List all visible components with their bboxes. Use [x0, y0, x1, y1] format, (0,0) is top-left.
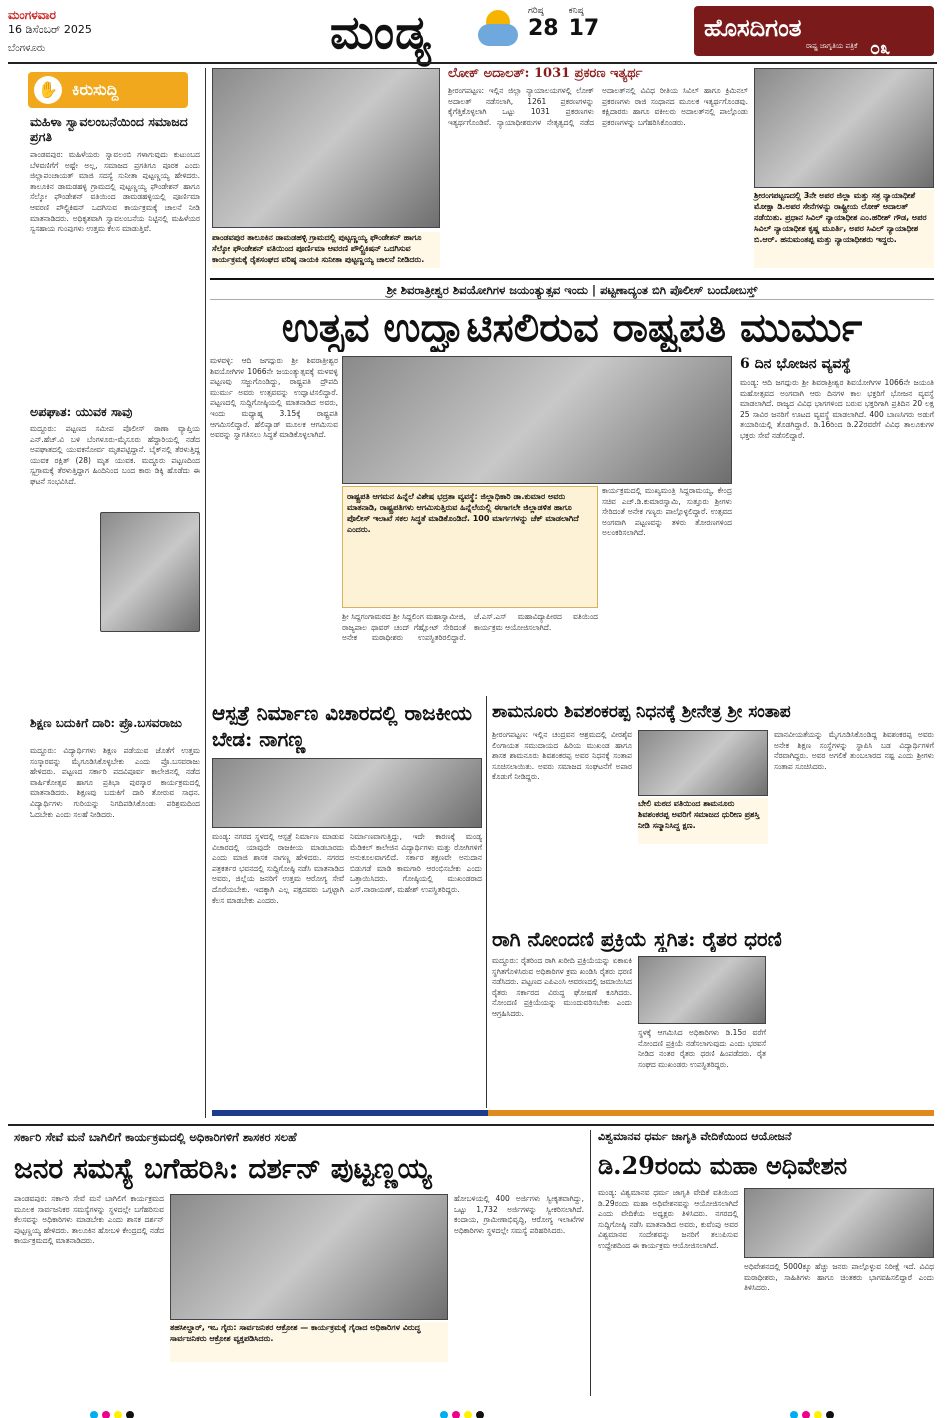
dateline	[8, 8, 208, 60]
day-label: ಮಂಗಳವಾರ	[8, 8, 57, 22]
security-box: ರಾಷ್ಟ್ರಪತಿ ಆಗಮನ ಹಿನ್ನೆಲೆ ವಿಶೇಷ ಭದ್ರತಾ ವ್ಯವಸ್ಥೆ: ಜಿಲ್ಲಾಧಿಕಾರಿ ಡಾ.ಕುಮಾರ ಅವರು ಮಾತನಾಡಿ, ರಾಷ್ಟ್ರಪತಿಗಳು ಆಗಮಿಸುತ್ತಿರುವ ಹಿನ್ನೆಲೆಯಲ್ಲಿ ಈಗಾಗಲೇ ಜಿಲ್ಲಾಡಳಿತ ಹಾಗೂ ಪೊಲೀಸ್ ಇಲಾಖೆ ಸಕಲ ಸಿದ್ಧತೆ ಮಾಡಿಕೊಂಡಿದೆ. 100 ಮಾರ್ಗಗಳನ್ನು ಚೆಕ್ ಮಾಡಲಾಗಿದೆ ಎಂದರು.	[342, 486, 598, 608]
ragi-text-c	[772, 956, 934, 1106]
vishwamanava-kicker: ವಿಶ್ವಮಾನವ ಧರ್ಮ ಜಾಗೃತಿ ವೇದಿಕೆಯಿಂದ ಆಯೋಜನೆ	[598, 1130, 792, 1143]
registration-dots-left	[90, 1404, 210, 1414]
bhojana-title: 6 ದಿನ ಭೋಜನ ವ್ಯವಸ್ಥೆ	[740, 356, 851, 372]
lead-headline: ಉತ್ಸವ ಉದ್ಘಾಟಿಸಲಿರುವ ರಾಷ್ಟ್ರಪತಿ ಮುರ್ಮು	[281, 304, 863, 351]
date-label: 16 ಡಿಸೆಂಬರ್ 2025	[8, 23, 92, 36]
shamanur-text-a: ಶ್ರೀರಂಗಪಟ್ಟಣ: ಇಲ್ಲಿನ ಚಂದ್ರವನ ಆಶ್ರಮದಲ್ಲಿ ವೀರಶೈವ ಲಿಂಗಾಯತ ಸಮುದಾಯದ ಹಿರಿಯ ಮುಖಂಡ ಹಾಗೂ ಶಾಸಕ ಶಾಮನೂರು ಶಿವಶಂಕರಪ್ಪ ಅವರ ನಿಧನಕ್ಕೆ ಸಂತಾಪ ಸೂಚಿಸಲಾಯಿತು. ಅವರು ಸಮಾಜದ ಸಂಘಟನೆಗೆ ಅಪಾರ ಕೊಡುಗೆ ನೀಡಿದ್ದರು.	[492, 730, 632, 782]
lok-adalat-title: ಲೋಕ್ ಅದಾಲತ್: 1031 ಪ್ರಕರಣ ಇತ್ಯರ್ಥ	[448, 66, 643, 81]
vishwamanava-text-a: ಮಂಡ್ಯ: ವಿಶ್ವಮಾನವ ಧರ್ಮ ಜಾಗೃತಿ ವೇದಿಕೆ ವತಿಯಿಂದ ಡಿ.29ರಂದು ಮಹಾ ಅಧಿವೇಶನವನ್ನು ಆಯೋಜಿಸಲಾಗಿದೆ ಎಂದು ವೇದಿಕೆಯ ಅಧ್ಯಕ್ಷರು ತಿಳಿಸಿದರು. ನಗರದಲ್ಲಿ ಸುದ್ದಿಗೋಷ್ಠಿ ನಡೆಸಿ ಮಾತನಾಡಿದ ಅವರು, ಕುವೆಂಪು ಅವರ ವಿಶ್ವಮಾನವ ಸಂದೇಶವನ್ನು ಜನರಿಗೆ ತಲುಪಿಸುವ ಉದ್ದೇಶದಿಂದ ಈ ಕಾರ್ಯಕ್ರಮ ಆಯೋಜಿಸಲಾಗಿದೆ.	[598, 1188, 738, 1250]
lead-text-a: ಮಳವಳ್ಳಿ: ಆದಿ ಜಗದ್ಗುರು ಶ್ರೀ ಶಿವರಾತ್ರೀಶ್ವರ ಶಿವಯೋಗಿಗಳ 1066ನೇ ಜಯಂತ್ಯುತ್ಸವಕ್ಕೆ ಮಳವಳ್ಳಿ ಪಟ್ಟಣವು ಸಜ್ಜುಗೊಂಡಿದ್ದು, ರಾಷ್ಟ್ರಪತಿ ದ್ರೌಪದಿ ಮುರ್ಮು ಅವರು ಉತ್ಸವವನ್ನು ಉದ್ಘಾಟಿಸಲಿದ್ದಾರೆ. ಪಟ್ಟಣದಲ್ಲಿ ಸುದ್ದಿಗೋಷ್ಠಿಯಲ್ಲಿ ಮಾತನಾಡಿದ ಅವರು, ಇಂದು ಮಧ್ಯಾಹ್ನ 3.15ಕ್ಕೆ ರಾಷ್ಟ್ರಪತಿ ಆಗಮಿಸಲಿದ್ದಾರೆ. ಹೆಲಿಪ್ಯಾಡ್ ಮೂಲಕ ಆಗಮಿಸುವ ಅವರನ್ನು ಸ್ವಾಗತಿಸಲು ಸಿದ್ಧತೆ ಮಾಡಿಕೊಳ್ಳಲಾಗಿದೆ.	[210, 356, 338, 440]
hand-icon: ✋	[34, 76, 62, 104]
story3-text: ಮದ್ದೂರು: ವಿದ್ಯಾರ್ಥಿಗಳು ಶಿಕ್ಷಣ ಪಡೆಯುವ ಜೊತೆಗೆ ಉತ್ತಮ ಸಂಸ್ಕಾರವನ್ನು ಮೈಗೂಡಿಸಿಕೊಳ್ಳಬೇಕು ಎಂದು ಪ್ರೊ.ಬಸವರಾಜು ಹೇಳಿದರು. ಪಟ್ಟಣದ ಸರ್ಕಾರಿ ಪದವಿಪೂರ್ವ ಕಾಲೇಜಿನಲ್ಲಿ ನಡೆದ ವಾರ್ಷಿಕೋತ್ಸವ ಹಾಗೂ ಪ್ರತಿಭಾ ಪುರಸ್ಕಾರ ಕಾರ್ಯಕ್ರಮದಲ್ಲಿ ಮಾತನಾಡಿದರು. ಶಿಕ್ಷಣವು ಬದುಕಿಗೆ ದಾರಿ ತೋರುವ ಸಾಧನ. ವಿದ್ಯಾರ್ಥಿಗಳು ಗುರಿಯನ್ನು ನಿಗದಿಪಡಿಸಿಕೊಂಡು ಪರಿಶ್ರಮದಿಂದ ಓದಬೇಕು ಎಂದು ಸಲಹೆ ನೀಡಿದರು.	[30, 746, 200, 819]
column-divider-2	[486, 696, 487, 1108]
lead-kicker: ಶ್ರೀ ಶಿವರಾತ್ರೀಶ್ವರ ಶಿವಯೋಗಿಗಳ ಜಯಂತ್ಯುತ್ಸವ ಇಂದು | ಪಟ್ಟಣಾದ್ಯಂತ ಬಿಗಿ ಪೊಲೀಸ್ ಬಂದೋಬಸ್ತ್	[210, 278, 934, 300]
brand-tagline: ರಾಷ್ಟ್ರ ಜಾಗೃತಿಯ ಪತ್ರಿಕೆ	[806, 42, 858, 50]
section-rule	[8, 1124, 934, 1126]
accident-victim-photo	[100, 512, 200, 632]
registration-dots-center	[440, 1404, 560, 1414]
darshan-text-a: ಪಾಂಡವಪುರ: ಸರ್ಕಾರಿ ಸೇವೆ ಮನೆ ಬಾಗಿಲಿಗೆ ಕಾರ್ಯಕ್ರಮದ ಮೂಲಕ ಸಾರ್ವಜನಿಕರ ಸಮಸ್ಯೆಗಳನ್ನು ಸ್ಥಳದಲ್ಲೇ ಬಗೆಹರಿಸುವ ಕೆಲಸವನ್ನು ಅಧಿಕಾರಿಗಳು ಮಾಡಬೇಕು ಎಂದು ಶಾಸಕ ದರ್ಶನ್ ಪುಟ್ಟಣ್ಣಯ್ಯ ಹೇಳಿದರು. ತಾಲೂಕಿನ ಹೋಬಳಿ ಕೇಂದ್ರದಲ್ಲಿ ನಡೆದ ಕಾರ್ಯಕ್ರಮದಲ್ಲಿ ಮಾತನಾಡಿದರು.	[14, 1194, 164, 1246]
page-number: ೦೩	[870, 38, 891, 59]
min-temp-value: 17	[568, 16, 600, 41]
court-photo	[754, 68, 934, 188]
darshan-text-b: ಹೋಬಳಿಯಲ್ಲಿ 400 ಅರ್ಜಿಗಳು ಸ್ವೀಕೃತವಾಗಿದ್ದು, ಒಟ್ಟು 1,732 ಅರ್ಜಿಗಳನ್ನು ಸ್ವೀಕರಿಸಲಾಗಿದೆ. ಕಂದಾಯ, ಗ್ರಾಮೀಣಾಭಿವೃದ್ಧಿ, ಆರೋಗ್ಯ ಇಲಾಖೆಗಳ ಅಧಿಕಾರಿಗಳು ಸ್ಥಳದಲ್ಲೇ ಸಮಸ್ಯೆ ಪರಿಹರಿಸಿದರು.	[454, 1194, 584, 1235]
ribbon-cutting-caption: ಪಾಂಡವಪುರ ತಾಲೂಕಿನ ಡಾಮಡಹಳ್ಳಿ ಗ್ರಾಮದಲ್ಲಿ ಪುಟ್ಟಣ್ಣಯ್ಯ ಫೌಂಡೇಶನ್ ಹಾಗೂ ಸೆಲ್ಕೋ ಫೌಂಡೇಶನ್ ವತಿಯಿಂದ ಪೂರ್ಣಿಮಾ ಆವರಣಿ ಪೌಲ್ಟ್ರಿಕಿಷನ್ ಒದಗಿಸುವ ಕಾರ್ಯಕ್ರಮಕ್ಕೆ ರೈತಸಂಘದ ವರಿಷ್ಠ ನಾಯಕಿ ಸುನೀತಾ ಪುಟ್ಟಣ್ಣಯ್ಯ ಚಾಲನೆ ನೀಡಿದರು.	[212, 232, 440, 268]
president-event-photo	[342, 356, 732, 484]
story1-text: ಪಾಂಡವಪುರ: ಮಹಿಳೆಯರು ಸ್ವಾವಲಂಬಿ ಗಳಾಗುವುದು ಕುಟುಂಬದ ಬೆಳವಣಿಗೆಗೆ ಅಷ್ಟೇ ಅಲ್ಲ, ಸಮಾಜದ ಪ್ರಗತಿಗೂ ಪೂರಕ ಎಂದು ಜಿಲ್ಲಾಪಂಚಾಯತ್ ಮಾಜಿ ಸದಸ್ಯೆ ಸುನೀತಾ ಪುಟ್ಟಣ್ಣಯ್ಯ ಹೇಳಿದರು. ತಾಲೂಕಿನ ಡಾಮಡಹಳ್ಳಿ ಗ್ರಾಮದಲ್ಲಿ ಪುಟ್ಟಣ್ಣಯ್ಯ ಫೌಂಡೇಶನ್ ಹಾಗೂ ಸೆಲ್ಕೋ ಫೌಂಡೇಶನ್ ವತಿಯಿಂದ ಡಾಮಡಹಳ್ಳಿಯಲ್ಲಿ ಪೂರ್ಣಿಮಾ ಆವರಣಿ ಪೌಲ್ಟ್ರಿಕಿಷನ್ ಒದಗಿಸುವ ಕಾರ್ಯಕ್ರಮಕ್ಕೆ ಚಾಲನೆ ನೀಡಿ ಮಾತನಾಡಿದರು. ಅಧಿಕೃತವಾಗಿ ಸ್ವಾವಲಂಬನೆಯ ನಿಟ್ಟಿನಲ್ಲಿ ಮಹಿಳೆಯರ ಸ್ವಸಹಾಯ ಗುಂಪುಗಳು ಉತ್ತಮ ಕೆಲಸ ಮಾಡುತ್ತಿವೆ.	[30, 150, 200, 234]
darshan-headline: ಜನರ ಸಮಸ್ಯೆ ಬಗೆಹರಿಸಿ: ದರ್ಶನ್ ಪುಟ್ಟಣ್ಣಯ್ಯ	[14, 1152, 432, 1185]
lead-text-b: ಕಾರ್ಯಕ್ರಮದಲ್ಲಿ ಮುಖ್ಯಮಂತ್ರಿ ಸಿದ್ದರಾಮಯ್ಯ, ಕೇಂದ್ರ ಸಚಿವ ಎಚ್.ಡಿ.ಕುಮಾರಸ್ವಾಮಿ, ಸುತ್ತೂರು ಶ್ರೀಗಳು ಸೇರಿದಂತೆ ಅನೇಕ ಗಣ್ಯರು ಪಾಲ್ಗೊಳ್ಳಲಿದ್ದಾರೆ. ಉತ್ಸವದ ಅಂಗವಾಗಿ ಪಟ್ಟಣವನ್ನು ತಳಿರು ತೋರಣಗಳಿಂದ ಅಲಂಕರಿಸಲಾಗಿದೆ.	[602, 486, 732, 538]
shamanur-photo	[638, 730, 768, 796]
story2-text: ಮದ್ದೂರು: ಪಟ್ಟಣದ ಸಮೀಪ ಪೊಲೀಸ್ ಠಾಣಾ ವ್ಯಾಪ್ತಿಯ ಎನ್.ಹೆಚ್.ವಿ ಬಳಿ ಬೆಂಗಳೂರು-ಮೈಸೂರು ಹೆದ್ದಾರಿಯಲ್ಲಿ ನಡೆದ ಅಪಘಾತದಲ್ಲಿ ಯುವಕನೋರ್ವ ಮೃತಪಟ್ಟಿದ್ದಾನೆ. ಬೈಕ್‌ನಲ್ಲಿ ತೆರಳುತ್ತಿದ್ದ ಯುವಕ ರಕ್ಷಿತ್ (28) ಮೃತ ಯುವಕ. ಮದ್ದೂರು ಪಟ್ಟಣದಿಂದ ಸ್ವಗ್ರಾಮಕ್ಕೆ ತೆರಳುತ್ತಿದ್ದಾಗ ಹಿಂದಿನಿಂದ ಬಂದ ಕಾರು ಡಿಕ್ಕಿ ಹೊಡೆದು ಈ ಘಟನೆ ಸಂಭವಿಸಿದೆ.	[30, 424, 200, 486]
column-divider	[205, 68, 206, 1118]
shamanur-text-b: ಮಾನವೀಯತೆಯನ್ನು ಮೈಗೂಡಿಸಿಕೊಂಡಿದ್ದ ಶಿವಶಂಕರಪ್ಪ ಅವರು ಅನೇಕ ಶಿಕ್ಷಣ ಸಂಸ್ಥೆಗಳನ್ನು ಸ್ಥಾಪಿಸಿ ಬಡ ವಿದ್ಯಾರ್ಥಿಗಳಿಗೆ ನೆರವಾಗಿದ್ದರು. ಅವರ ಅಗಲಿಕೆ ತುಂಬಲಾರದ ನಷ್ಟ ಎಂದು ಶ್ರೀಗಳು ಸಂತಾಪ ಸೂಚಿಸಿದರು.	[774, 730, 934, 771]
darshan-event-photo	[170, 1194, 448, 1320]
ragi-text-b: ಸ್ಥಳಕ್ಕೆ ಆಗಮಿಸಿದ ಅಧಿಕಾರಿಗಳು ಡಿ.15ರ ವರೆಗೆ ನೋಂದಣಿ ಪ್ರಕ್ರಿಯೆ ನಡೆಸಲಾಗುವುದು ಎಂದು ಭರವಸೆ ನೀಡಿದ ನಂತರ ರೈತರು ಧರಣಿ ಹಿಂಪಡೆದರು. ರೈತ ಸಂಘದ ಮುಖಂಡರು ಉಪಸ್ಥಿತರಿದ್ದರು.	[638, 1028, 766, 1069]
min-temp-label: ಕನಿಷ್ಠ	[568, 6, 584, 16]
hospital-headline: ಆಸ್ಪತ್ರೆ ನಿರ್ಮಾಣ ವಿಚಾರದಲ್ಲಿ ರಾಜಕೀಯ ಬೇಡ: ನಾಗಣ್ಣ	[212, 701, 473, 751]
column-divider-3	[590, 1130, 591, 1396]
sun-cloud-icon	[478, 10, 522, 46]
hospital-text-a: ಮಂಡ್ಯ: ನಗರದ ಸ್ಥಳದಲ್ಲಿ ಆಸ್ಪತ್ರೆ ನಿರ್ಮಾಣ ಮಾಡುವ ವಿಚಾರದಲ್ಲಿ ಯಾವುದೇ ರಾಜಕೀಯ ಮಾಡಬಾರದು ಎಂದು ಮಾಜಿ ಶಾಸಕ ನಾಗಣ್ಣ ಹೇಳಿದರು. ನಗರದ ಪತ್ರಕರ್ತರ ಭವನದಲ್ಲಿ ಸುದ್ದಿಗೋಷ್ಠಿ ನಡೆಸಿ ಮಾತನಾಡಿದ ಅವರು, ಜಿಲ್ಲೆಯ ಜನರಿಗೆ ಉತ್ತಮ ಆರೋಗ್ಯ ಸೇವೆ ದೊರೆಯಬೇಕು. ಇದಕ್ಕಾಗಿ ಎಲ್ಲ ಪಕ್ಷದವರು ಒಗ್ಗಟ್ಟಾಗಿ ಕೆಲಸ ಮಾಡಬೇಕು ಎಂದರು.	[212, 832, 344, 905]
brand-name: ಹೊಸದಿಗಂತ	[704, 14, 802, 42]
farmers-protest-photo	[638, 956, 766, 1024]
lead-text-c: ಶ್ರೀ ಸಿದ್ದಗಂಗಾಮಠದ ಶ್ರೀ ಸಿದ್ದಲಿಂಗ ಮಹಾಸ್ವಾಮೀಜಿ, ರಾಜ್ಯಪಾಲ ಥಾವರ್ ಚಂದ್ ಗೆಹ್ಲೋಟ್ ಸೇರಿದಂತೆ ಅನೇಕ ಮಠಾಧೀಶರು ಉಪಸ್ಥಿತರಿರಲಿದ್ದಾರೆ. ಜೆ.ಎಸ್.ಎಸ್ ಮಹಾವಿದ್ಯಾಪೀಠದ ವತಿಯಿಂದ ಕಾರ್ಯಕ್ರಮ ಆಯೋಜಿಸಲಾಗಿದೆ.	[342, 612, 598, 643]
story2-title: ಅಪಘಾತ: ಯುವಕ ಸಾವು	[30, 404, 133, 419]
shamanur-headline: ಶಾಮನೂರು ಶಿವಶಂಕರಪ್ಪ ನಿಧನಕ್ಕೆ ಶ್ರೀನೇತ್ರ ಶ್ರೀ ಸಂತಾಪ	[492, 702, 791, 722]
header-rule	[8, 62, 937, 64]
ragi-headline: ರಾಗಿ ನೋಂದಣಿ ಪ್ರಕ್ರಿಯೆ ಸ್ಥಗಿತ: ರೈತರ ಧರಣಿ	[492, 927, 782, 951]
vishwamanava-headline: ಡಿ.29ರಂದು ಮಹಾ ಅಧಿವೇಶನ	[598, 1151, 848, 1180]
orange-band	[488, 1110, 934, 1116]
ribbon-cutting-photo	[212, 68, 440, 228]
registration-dots-right	[790, 1404, 910, 1414]
hospital-text-b: ನಿರ್ಮಾಣವಾಗುತ್ತಿದ್ದು, ಇದೇ ಕಾರಣಕ್ಕೆ ಮಂಡ್ಯ ಮೆಡಿಕಲ್ ಕಾಲೇಜಿನ ವಿದ್ಯಾರ್ಥಿಗಳು ಮತ್ತು ರೋಗಿಗಳಿಗೆ ಅನುಕೂಲವಾಗಲಿದೆ. ಸರ್ಕಾರ ತಕ್ಷಣವೇ ಅನುದಾನ ಬಿಡುಗಡೆ ಮಾಡಿ ಕಾಮಗಾರಿ ಆರಂಭಿಸಬೇಕು ಎಂದು ಒತ್ತಾಯಿಸಿದರು. ಗೋಷ್ಠಿಯಲ್ಲಿ ಮುಖಂಡರಾದ ಎಸ್.ನಾರಾಯಣ್, ಮಹೇಶ್ ಉಪಸ್ಥಿತರಿದ್ದರು.	[350, 832, 482, 894]
court-photo-caption: ಶ್ರೀರಂಗಪಟ್ಟಣದಲ್ಲಿ 3ನೇ ಅಪರ ಜಿಲ್ಲಾ ಮತ್ತು ಸತ್ರ ನ್ಯಾಯಾಧೀಶೆ ಮೋಕ್ಷಾ ಡಿ.ಅಪರ ಸೇನೆಗಳನ್ನು ರಾಷ್ಟ್ರೀಯ ಲೋಕ್ ಅದಾಲತ್ ನಡೆಯಿತು. ಪ್ರಧಾನ ಸಿವಿಲ್ ನ್ಯಾಯಾಧೀಶ ಎಂ.ಹರೀಶ್ ಗೌಡ, ಅಪರ ಸಿವಿಲ್ ನ್ಯಾಯಾಧೀಶ ಕೃಷ್ಣ ಮೂರ್ತಿ, ಅಪರ ಸಿವಿಲ್ ನ್ಯಾಯಾಧೀಶ ಬಿ.ಆರ್. ಹನುಮಂತಪ್ಪ ಮತ್ತು ನ್ಯಾಯಾಧೀಶರು ಇದ್ದರು.	[754, 190, 934, 268]
max-temp-label: ಗರಿಷ್ಠ	[528, 6, 544, 16]
blue-band	[212, 1110, 488, 1116]
vishwamanava-text-b: ಅಧಿವೇಶನದಲ್ಲಿ 5000ಕ್ಕೂ ಹೆಚ್ಚು ಜನರು ಪಾಲ್ಗೊಳ್ಳುವ ನಿರೀಕ್ಷೆ ಇದೆ. ವಿವಿಧ ಮಠಾಧೀಶರು, ಸಾಹಿತಿಗಳು ಹಾಗೂ ಚಿಂತಕರು ಭಾಗವಹಿಸಲಿದ್ದಾರೆ ಎಂದು ತಿಳಿಸಿದರು.	[744, 1262, 934, 1293]
darshan-kicker: ಸರ್ಕಾರಿ ಸೇವೆ ಮನೆ ಬಾಗಿಲಿಗೆ ಕಾರ್ಯಕ್ರಮದಲ್ಲಿ ಅಧಿಕಾರಿಗಳಿಗೆ ಶಾಸಕರ ಸಲಹೆ	[14, 1130, 297, 1144]
ragi-text-a: ಮದ್ದೂರು: ರೈತರಿಂದ ರಾಗಿ ಖರೀದಿ ಪ್ರಕ್ರಿಯೆಯನ್ನು ಏಕಾಏಕಿ ಸ್ಥಗಿತಗೊಳಿಸಿರುವ ಅಧಿಕಾರಿಗಳ ಕ್ರಮ ಖಂಡಿಸಿ ರೈತರು ಧರಣಿ ನಡೆಸಿದರು. ಪಟ್ಟಣದ ಎಪಿಎಂಸಿ ಆವರಣದಲ್ಲಿ ಜಮಾಯಿಸಿದ ರೈತರು ಸರ್ಕಾರದ ವಿರುದ್ಧ ಘೋಷಣೆ ಕೂಗಿದರು. ನೋಂದಣಿ ಪ್ರಕ್ರಿಯೆಯನ್ನು ಮುಂದುವರಿಸಬೇಕು ಎಂದು ಆಗ್ರಹಿಸಿದರು.	[492, 956, 632, 1018]
edition-city: ಬೆಂಗಳೂರು	[8, 43, 46, 54]
story2-text-wrap	[30, 512, 96, 712]
vishwamanava-photo	[744, 1188, 934, 1258]
story3-title: ಶಿಕ್ಷಣ ಬದುಕಿಗೆ ದಾರಿ: ಪ್ರೊ.ಬಸವರಾಜು	[30, 716, 182, 730]
hospital-press-photo	[212, 758, 482, 828]
masthead-title: ಮಂಡ್ಯ	[330, 5, 432, 59]
max-temp-value: 28	[528, 16, 559, 41]
story1-title: ಮಹಿಳಾ ಸ್ವಾವಲಂಬನೆಯಿಂದ ಸಮಾಜದ ಪ್ರಗತಿ	[30, 114, 188, 144]
shamanur-photo-caption: ಬೇಲಿ ಮಠದ ವತಿಯಿಂದ ಶಾಮನೂರು ಶಿವಶಂಕರಪ್ಪ ಅವರಿಗೆ ಸಮಾಜದ ಧುರೀಣ ಪ್ರಶಸ್ತಿ ನೀಡಿ ಸನ್ಮಾನಿಸಿದ್ದ ಕ್ಷಣ.	[638, 798, 768, 844]
bhojana-text: ಮಂಡ್ಯ: ಆದಿ ಜಗದ್ಗುರು ಶ್ರೀ ಶಿವರಾತ್ರೀಶ್ವರ ಶಿವಯೋಗಿಗಳ 1066ನೇ ಜಯಂತಿ ಮಹೋತ್ಸವದ ಅಂಗವಾಗಿ ಆರು ದಿನಗಳ ಕಾಲ ಭಕ್ತರಿಗೆ ಭೋಜನ ವ್ಯವಸ್ಥೆ ಮಾಡಲಾಗಿದೆ. ರಾಜ್ಯದ ವಿವಿಧ ಭಾಗಗಳಿಂದ ಬರುವ ಭಕ್ತರಿಗಾಗಿ ಪ್ರತಿದಿನ 20 ಲಕ್ಷ 25 ಸಾವಿರ ಜನರಿಗೆ ಊಟದ ವ್ಯವಸ್ಥೆ ಮಾಡಲಾಗಿದೆ. 400 ಬಾಣಸಿಗರು ಅಡುಗೆ ತಯಾರಿಯಲ್ಲಿ ತೊಡಗಿದ್ದಾರೆ. ಡಿ.16ರಿಂದ ಡಿ.22ರವರೆಗೆ ವಿವಿಧ ತಾಲೂಕುಗಳ ಭಕ್ತರು ಸೇವೆ ನಡೆಸಲಿದ್ದಾರೆ.	[740, 378, 934, 440]
brand-logo	[694, 6, 934, 56]
lok-adalat-text: ಶ್ರೀರಂಗಪಟ್ಟಣ: ಇಲ್ಲಿನ ಜಿಲ್ಲಾ ನ್ಯಾಯಾಲಯಗಳಲ್ಲಿ ಲೋಕ್ ಅದಾಲತ್ ನಡೆಸಲಾಗಿ, 1261 ಪ್ರಕರಣಗಳನ್ನು ಕೈಗೆತ್ತಿಕೊಳ್ಳಲಾಗಿ ಒಟ್ಟು 1031 ಪ್ರಕರಣಗಳು ಇತ್ಯರ್ಥಗೊಂಡಿವೆ. ನ್ಯಾಯಾಧೀಶರುಗಳ ನೇತೃತ್ವದಲ್ಲಿ ನಡೆದ ಅದಾಲತ್‌ನಲ್ಲಿ ವಿವಿಧ ರೀತಿಯ ಸಿವಿಲ್ ಹಾಗೂ ಕ್ರಿಮಿನಲ್ ಪ್ರಕರಣಗಳು ರಾಜಿ ಸಂಧಾನದ ಮೂಲಕ ಇತ್ಯರ್ಥಗೊಂಡವು. ಕಕ್ಷಿದಾರರು ಹಾಗೂ ವಕೀಲರು ಅದಾಲತ್‌ನಲ್ಲಿ ಪಾಲ್ಗೊಂಡು ಪ್ರಕರಣಗಳನ್ನು ಬಗೆಹರಿಸಿಕೊಂಡರು.	[448, 86, 748, 127]
kirusuddi-badge	[28, 72, 188, 108]
darshan-photo-caption: ತಹಸೀಲ್ದಾರ್, ಇಒ ಗೈರು: ಸಾರ್ವಜನಿಕರ ಆಕ್ರೋಶ — ಕಾರ್ಯಕ್ರಮಕ್ಕೆ ಗೈರಾದ ಅಧಿಕಾರಿಗಳ ವಿರುದ್ಧ ಸಾರ್ವಜನಿಕರು ಆಕ್ರೋಶ ವ್ಯಕ್ತಪಡಿಸಿದರು.	[170, 1322, 448, 1362]
kirusuddi-label: ಕಿರುಸುದ್ದಿ	[72, 80, 119, 99]
weather-box	[478, 6, 618, 56]
